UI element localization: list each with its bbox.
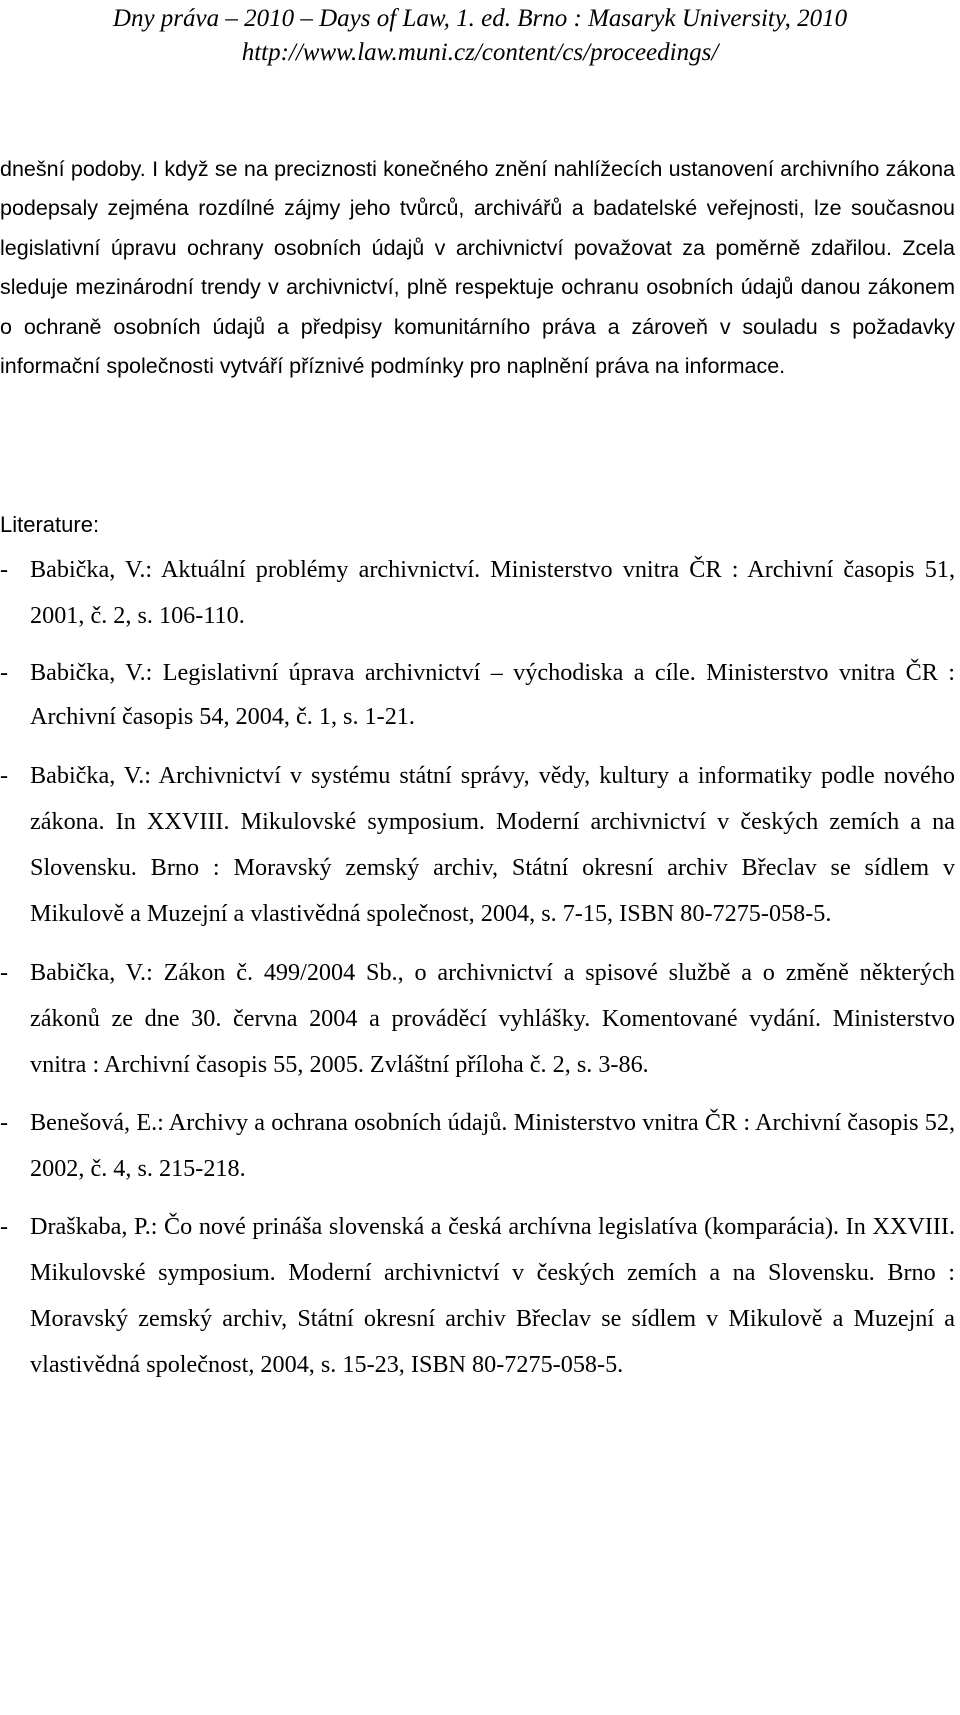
reference-text: Babička, V.: Aktuální problémy archivnictví. Ministerstvo vnitra ČR : Archivní časopis 51, 2001, č. 2, s. 106-110. [30, 556, 955, 629]
list-dash: - [0, 556, 9, 583]
list-dash: - [0, 1109, 9, 1136]
reference-text: Benešová, E.: Archivy a ochrana osobních údajů. Ministerstvo vnitra ČR : Archivní časopis 52, 2002, č. 4, s. 215-218. [30, 1109, 955, 1182]
reference-item [0, 1100, 955, 1192]
reference-item [0, 950, 955, 1088]
reference-text: Babička, V.: Legislativní úprava archivnictví – východiska a cíle. Ministerstvo vnitra ČR : Archivní časopis 54, 2004, č. 1, s. 1-21. [30, 659, 955, 730]
list-dash: - [0, 959, 9, 986]
reference-item [0, 753, 955, 937]
body-paragraph: dnešní podoby. I když se na preciznosti konečného znění nahlížecích ustanovení archivního zákona podepsaly zejména rozdílné zájmy jeho tvůrců, archivářů a badatelské veřejnosti, lze současnou legislativní úpravu ochrany osobních údajů v archivnictví považovat za poměrně zdařilou. Zcela sleduje mezinárodní trendy v archivnictví, plně respektuje ochranu osobních údajů danou zákonem o ochraně osobních údajů a předpisy komunitárního práva a zároveň v souladu s požadavky informační společnosti vytváří příznivé podmínky pro naplnění práva na informace. [0, 157, 955, 379]
reference-text: Draškaba, P.: Čo nové prináša slovenská a česká archívna legislatíva (komparácia). In XXVIII. Mikulovské symposium. Moderní archivnictví v českých zemích a na Slovensku. Brno : Moravský zemský archiv, Státní okresní archiv Břeclav se sídlem v Mikulově a Muzejní a vlastivědná společnost, 2004, s. 15-23, ISBN 80-7275-058-5. [30, 1213, 955, 1378]
list-dash: - [0, 762, 9, 789]
list-dash: - [0, 1213, 9, 1240]
literature-heading: Literature: [0, 512, 100, 537]
reference-text: Babička, V.: Zákon č. 499/2004 Sb., o archivnictví a spisové službě a o změně některých zákonů ze dne 30. června 2004 a prováděcí vyhlášky. Komentované vydání. Ministerstvo vnitra : Archivní časopis 55, 2005. Zvláštní příloha č. 2, s. 3-86. [30, 959, 955, 1078]
reference-item [0, 1204, 955, 1388]
header-url: http://www.law.muni.cz/content/cs/proceedings/ [241, 39, 719, 66]
reference-text: Babička, V.: Archivnictví v systému státní správy, vědy, kultury a informatiky podle nového zákona. In XXVIII. Mikulovské symposium. Moderní archivnictví v českých zemích a na Slovensku. Brno : Moravský zemský archiv, Státní okresní archiv Břeclav se sídlem v Mikulově a Muzejní a vlastivědná společnost, 2004, s. 7-15, ISBN 80-7275-058-5. [30, 762, 955, 927]
reference-item [0, 651, 955, 739]
list-dash: - [0, 659, 9, 686]
header-citation: Dny práva – 2010 – Days of Law, 1. ed. Brno : Masaryk University, 2010 [112, 5, 848, 32]
reference-list [0, 547, 955, 1388]
reference-item [0, 547, 955, 639]
